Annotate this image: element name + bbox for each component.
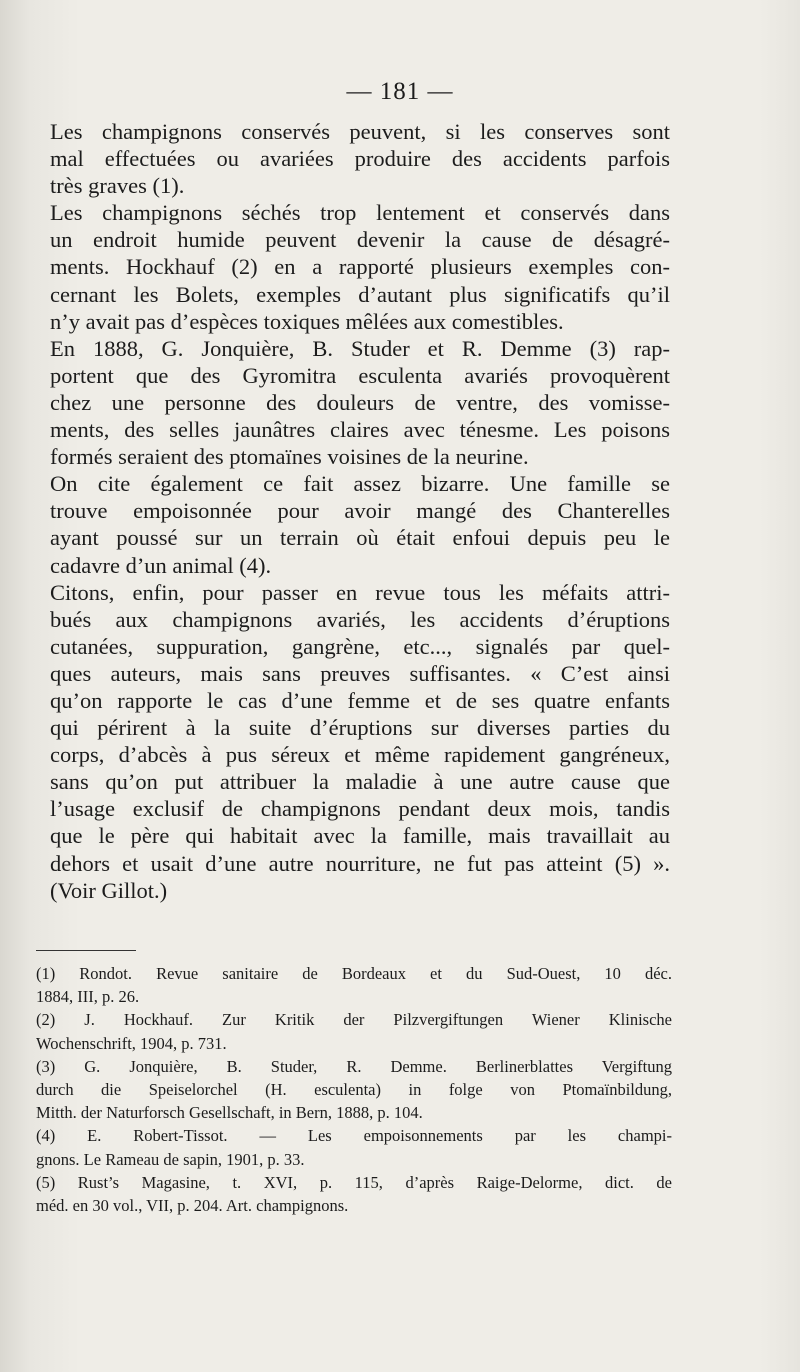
text-line: ments. Hockhauf (2) en a rapporté plusieurs exemples con- [50,254,670,280]
text-line: cadavre d’un animal (4). [50,552,272,578]
footnote-line: méd. en 30 vol., VII, p. 204. Art. champignons. [36,1196,349,1216]
footnote [36,1008,672,1054]
text-line: portent que des Gyromitra esculenta avariés provoquèrent [50,362,670,388]
text-line: On cite également ce fait assez bizarre. Une famille se [50,471,670,497]
text-line: ayant poussé sur un terrain où était enfoui depuis peu le [50,525,670,551]
text-line: l’usage exclusif de champignons pendant deux mois, tandis [50,796,670,822]
footnote-line: Wochenschrift, 1904, p. 731. [36,1033,227,1053]
text-line: qu’on rapporte le cas d’une femme et de ses quatre enfants [50,687,670,713]
footnote-line: (5) Rust’s Magasine, t. XVI, p. 115, d’après Raige-Delorme, dict. de [36,1172,672,1192]
footnote-line: (2) J. Hockhauf. Zur Kritik der Pilzvergiftungen Wiener Klinische [36,1010,672,1030]
text-line: ments, des selles jaunâtres claires avec ténesme. Les poisons [50,417,670,443]
footnote-divider [36,950,136,951]
text-line: trouve empoisonnée pour avoir mangé des Chanterelles [50,498,670,524]
footnote-line: (3) G. Jonquière, B. Studer, R. Demme. Berlinerblattes Vergiftung [36,1056,672,1076]
text-line: n’y avait pas d’espèces toxiques mêlées aux comestibles. [50,308,564,334]
text-line: sans qu’on put attribuer la maladie à une autre cause que [50,769,670,795]
footnote-line: gnons. Le Rameau de sapin, 1901, p. 33. [36,1149,305,1169]
page-number: — 181 — [346,78,454,105]
footnote-line: Mitth. der Naturforsch Gesellschaft, in Bern, 1888, p. 104. [36,1103,423,1123]
text-line: cutanées, suppuration, gangrène, etc..., signalés par quel- [50,633,670,659]
text-line: bués aux champignons avariés, les accidents d’éruptions [50,606,670,632]
footnote [36,1171,672,1217]
text-line: Les champignons séchés trop lentement et conservés dans [50,200,670,226]
footnote-line: (4) E. Robert-Tissot. — Les empoisonnements par les champi- [36,1126,672,1146]
paragraph [50,470,670,578]
text-line: corps, d’abcès à pus séreux et même rapidement gangréneux, [50,742,670,768]
text-line: très graves (1). [50,173,185,199]
text-line: cernant les Bolets, exemples d’autant plus significatifs qu’il [50,281,670,307]
text-line: dehors et usait d’une autre nourriture, ne fut pas atteint (5) ». [50,850,670,876]
footnote-line: (1) Rondot. Revue sanitaire de Bordeaux et du Sud-Ouest, 10 déc. [36,964,672,983]
paragraph [50,199,670,334]
footnotes [36,962,672,1217]
text-line: chez une personne des douleurs de ventre, des vomisse- [50,389,670,415]
footnote [36,1055,672,1125]
footnote-line: durch die Speiselorchel (H. esculenta) in folge von Ptomaïnbildung, [36,1080,672,1100]
text-line: que le père qui habitait avec la famille, mais travaillait au [50,823,670,849]
footnote-line: 1884, III, p. 26. [36,987,140,1007]
footnote [36,1124,672,1170]
text-line: ques auteurs, mais sans preuves suffisantes. « C’est ainsi [50,660,670,686]
text-line: (Voir Gillot.) [50,877,168,903]
footnote [36,962,672,1008]
text-line: un endroit humide peuvent devenir la cause de désagré- [50,227,670,253]
paragraph [50,335,670,470]
text-line: formés seraient des ptomaïnes voisines de la neurine. [50,444,529,470]
paragraph [50,579,670,904]
text-line: Citons, enfin, pour passer en revue tous les méfaits attri- [50,579,670,605]
text-line: qui périrent à la suite d’éruptions sur diverses parties du [50,715,670,741]
body-text [50,118,670,904]
text-line: En 1888, G. Jonquière, B. Studer et R. Demme (3) rap- [50,335,670,361]
text-line: Les champignons conservés peuvent, si les conserves sont [50,119,670,144]
paragraph [50,118,670,199]
text-line: mal effectuées ou avariées produire des accidents parfois [50,146,670,172]
